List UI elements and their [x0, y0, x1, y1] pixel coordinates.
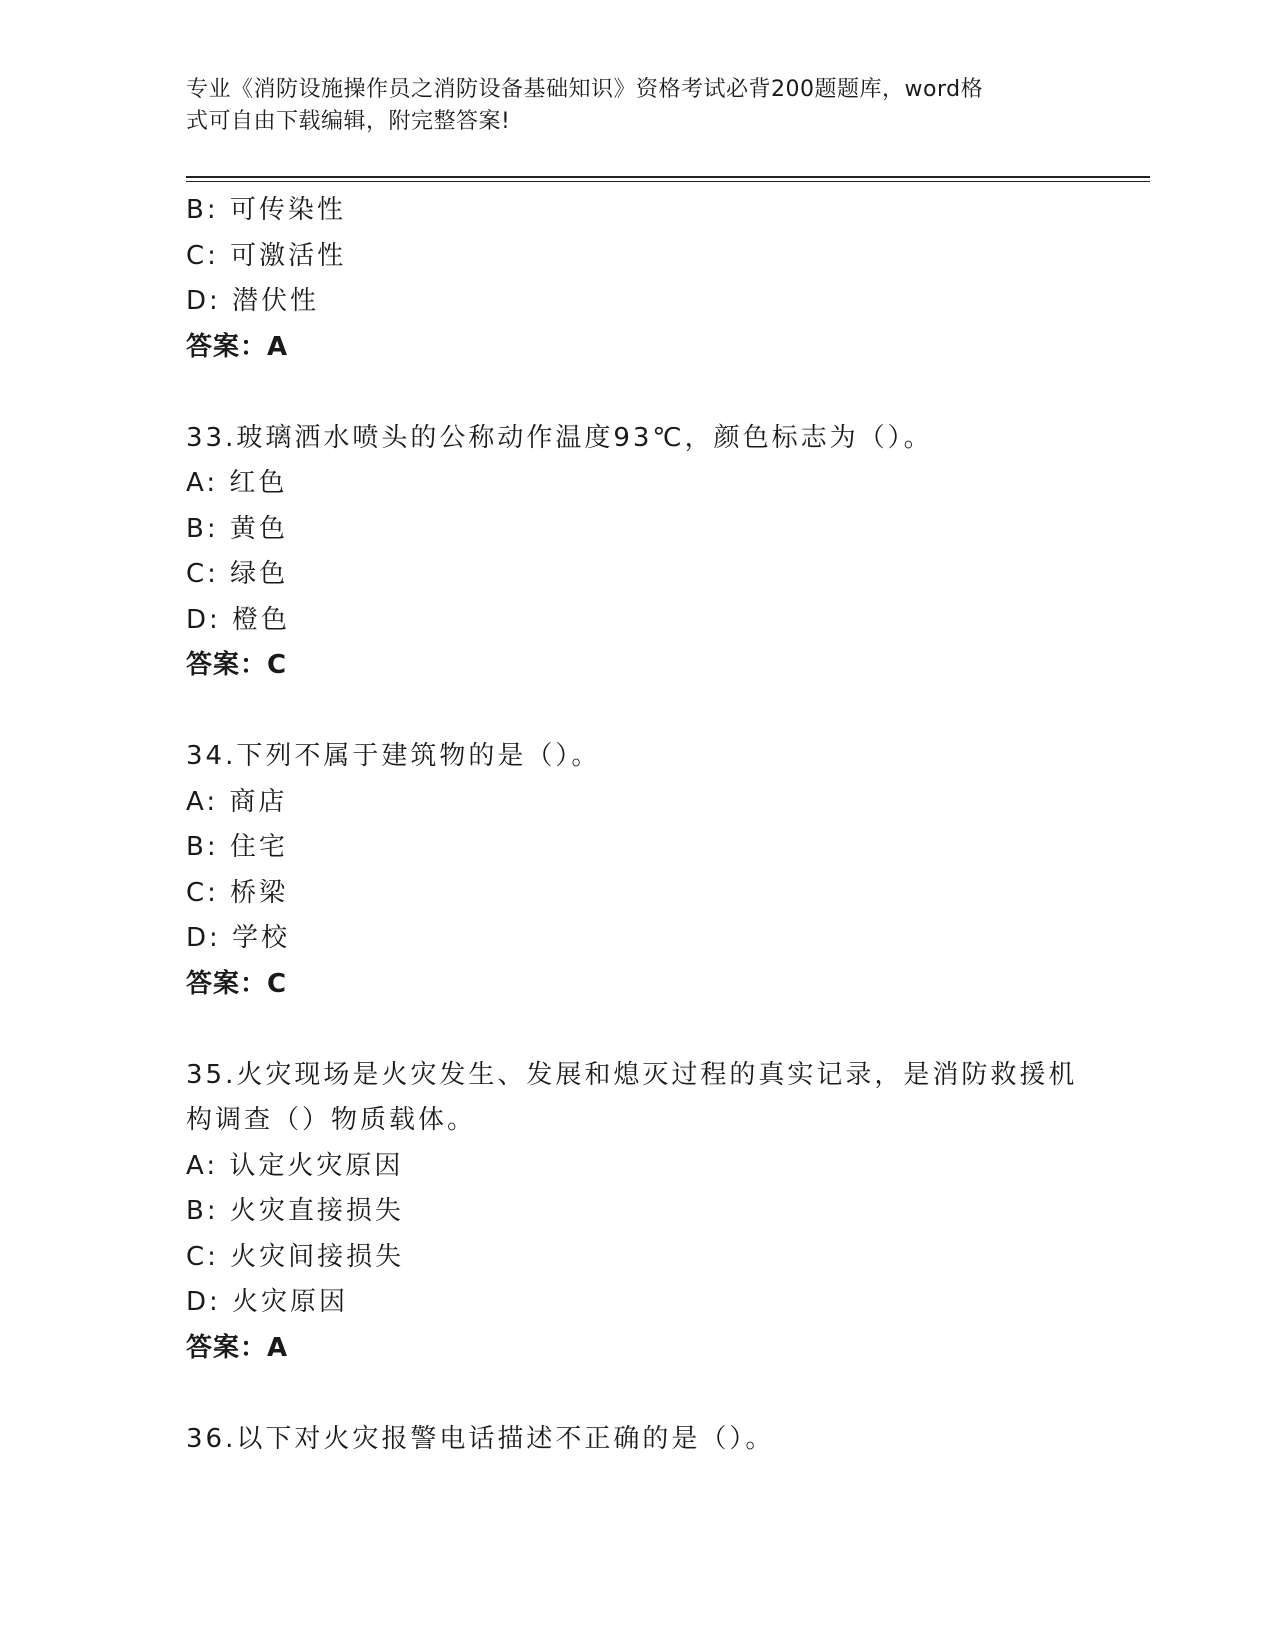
header-line-1: 专业《消防设施操作员之消防设备基础知识》资格考试必背200题题库，word格 — [186, 77, 984, 102]
question-32-tail — [186, 188, 1086, 370]
option-a: A: 认定火灾原因 — [186, 1150, 404, 1181]
question-list — [186, 188, 1086, 1462]
option-b: B: 可传染性 — [186, 195, 346, 225]
option-d: D: 潜伏性 — [186, 286, 320, 316]
question-33 — [186, 416, 1086, 689]
header-divider-thick — [186, 176, 1150, 178]
option-a: A: 红色 — [186, 468, 288, 498]
option-c: C: 桥梁 — [186, 877, 289, 908]
question-34 — [186, 734, 1086, 1007]
answer: 答案：A — [186, 331, 289, 362]
option-b: B: 住宅 — [186, 832, 288, 862]
question-35 — [186, 1053, 1086, 1372]
question-stem: 34.下列不属于建筑物的是（）。 — [186, 741, 601, 771]
question-stem: 36.以下对火灾报警电话描述不正确的是（）。 — [186, 1423, 775, 1454]
answer: 答案：A — [186, 1332, 289, 1363]
header-line-2: 式可自由下载编辑，附完整答案! — [186, 109, 511, 134]
option-d: D: 橙色 — [186, 604, 291, 635]
option-b: B: 火灾直接损失 — [186, 1196, 404, 1226]
answer: 答案：C — [186, 650, 288, 680]
option-b: B: 黄色 — [186, 513, 288, 544]
option-c: C: 可激活性 — [186, 240, 347, 271]
spacer — [186, 1371, 1086, 1417]
option-c: C: 火灾间接损失 — [186, 1241, 405, 1272]
spacer — [186, 1007, 1086, 1053]
question-stem: 33.玻璃洒水喷头的公称动作温度93℃，颜色标志为（）。 — [186, 422, 933, 453]
question-stem-line-2: 构调查（）物质载体。 — [186, 1105, 477, 1135]
spacer — [186, 370, 1086, 416]
option-a: A: 商店 — [186, 786, 288, 817]
option-d: D: 学校 — [186, 923, 291, 953]
option-c: C: 绿色 — [186, 559, 289, 589]
option-d: D: 火灾原因 — [186, 1287, 349, 1317]
question-36 — [186, 1417, 1086, 1463]
answer: 答案：C — [186, 968, 288, 999]
header-divider-thin — [186, 181, 1150, 182]
question-stem-line-1: 35.火灾现场是火灾发生、发展和熄灭过程的真实记录，是消防救援机 — [186, 1059, 1078, 1090]
spacer — [186, 689, 1086, 735]
document-header — [186, 74, 1066, 138]
